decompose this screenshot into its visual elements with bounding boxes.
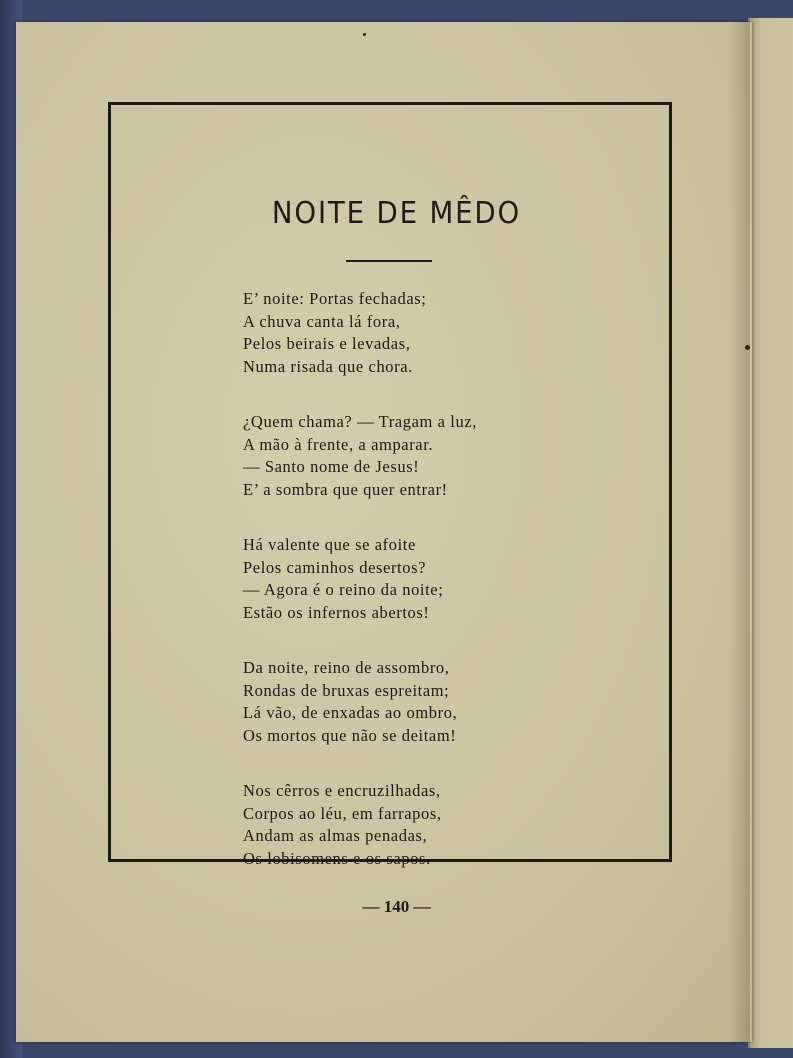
stanza	[243, 534, 543, 624]
verse-line: — Agora é o reino da noite;	[243, 580, 444, 599]
verse-line: E’ a sombra que quer entrar!	[243, 479, 448, 499]
verse-line: Nos cêrros e encruzilhadas,	[243, 781, 441, 800]
gutter-shadow	[728, 22, 750, 1042]
stanza	[243, 288, 543, 378]
verse-line: Estão os infernos abertos!	[243, 602, 430, 622]
verse-line: Lá vão, de enxadas ao ombro,	[243, 703, 458, 722]
stanza	[243, 657, 543, 747]
verse-line: ¿Quem chama? — Tragam a luz,	[243, 412, 477, 431]
poem-body	[243, 288, 543, 903]
verse-line: E’ noite: Portas fechadas;	[243, 289, 427, 308]
ink-speck	[745, 345, 750, 350]
poem-title: NOITE DE MÊDO	[271, 196, 522, 231]
verse-line: A mão à frente, a amparar.	[243, 434, 434, 454]
facing-page-edge	[748, 18, 793, 1048]
verse-line: — Santo nome de Jesus!	[243, 457, 420, 476]
title-rule	[346, 260, 432, 262]
verse-line: Os mortos que não se deitam!	[243, 725, 457, 745]
verse-line: Andam as almas penadas,	[243, 826, 428, 845]
verse-line: Corpos ao léu, em farrapos,	[243, 803, 442, 823]
verse-line: Há valente que se afoite	[243, 535, 416, 554]
verse-line: Rondas de bruxas espreitam;	[243, 680, 450, 700]
verse-line: Pelos beirais e levadas,	[243, 334, 411, 353]
verse-line: A chuva canta lá fora,	[243, 311, 401, 331]
stanza	[243, 411, 543, 501]
page-number: — 140 —	[362, 897, 431, 916]
verse-line: Da noite, reino de assombro,	[243, 658, 450, 677]
verse-line: Pelos caminhos desertos?	[243, 557, 427, 577]
verse-line: Os lobisomens e os sapos.	[243, 848, 431, 868]
ink-speck	[363, 33, 366, 36]
stanza	[243, 780, 543, 870]
verse-line: Numa risada que chora.	[243, 356, 413, 376]
